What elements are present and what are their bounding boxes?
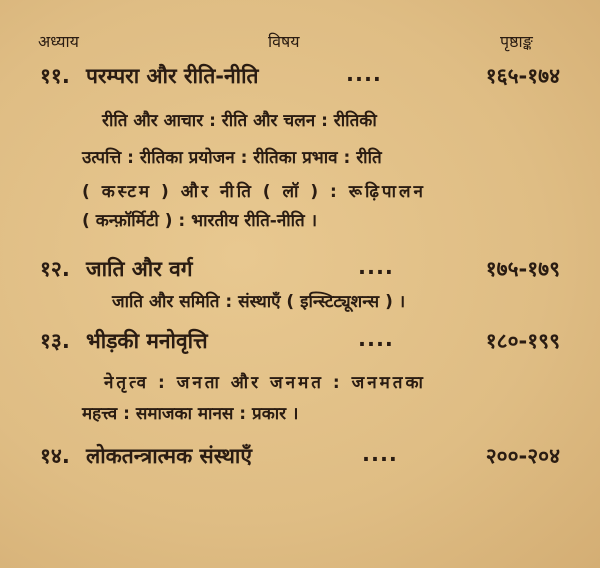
chapter-13-topic-line-2: महत्त्व : समाजका मानस : प्रकार । (82, 404, 299, 424)
chapter-title: जाति और वर्ग (86, 257, 193, 281)
leader-dots: .... (346, 62, 382, 86)
chapter-title: लोकतन्त्रात्मक संस्थाएँ (86, 444, 252, 468)
leader-dots: .... (362, 442, 398, 466)
chapter-pages: २००-२०४ (485, 444, 560, 468)
chapter-11-topic-line-2: उत्पत्ति : रीतिका प्रयोजन : रीतिका प्रभाव : रीति (82, 148, 382, 168)
chapter-11-heading (40, 62, 560, 94)
leader-dots: .... (358, 327, 394, 351)
leader-dots: .... (358, 255, 394, 279)
chapter-pages: १६५-१७४ (485, 64, 560, 88)
chapter-12-topic-line-1: जाति और समिति : संस्थाएँ ( इन्स्टिट्यूशन्स ) । (112, 292, 406, 312)
column-header-subject: विषय (268, 32, 300, 51)
column-header-chapter: अध्याय (38, 32, 79, 51)
chapter-title: भीड़की मनोवृत्ति (86, 329, 208, 353)
chapter-number: ११. (40, 64, 70, 88)
chapter-11-topic-line-4: ( कन्फ़ॉर्मिटी ) : भारतीय रीति-नीति । (82, 211, 318, 231)
chapter-13-topic-line-1: नेतृत्व : जनता और जनमत : जनमतका (104, 373, 426, 393)
chapter-title: परम्परा और रीति-नीति (86, 64, 259, 88)
chapter-13-heading (40, 327, 560, 359)
chapter-number: १३. (40, 329, 70, 353)
chapter-14-heading (40, 442, 560, 474)
column-header-pages: पृष्ठाङ्क (500, 32, 533, 51)
chapter-number: १४. (40, 444, 70, 468)
chapter-12-heading (40, 255, 560, 287)
chapter-pages: १८०-१९९ (485, 329, 560, 353)
chapter-11-topic-line-3: ( कस्टम ) और नीति ( लॉ ) : रूढ़िपालन (82, 182, 426, 202)
chapter-number: १२. (40, 257, 70, 281)
chapter-11-topic-line-1: रीति और आचार : रीति और चलन : रीतिकी (102, 111, 377, 131)
chapter-pages: १७५-१७९ (485, 257, 560, 281)
